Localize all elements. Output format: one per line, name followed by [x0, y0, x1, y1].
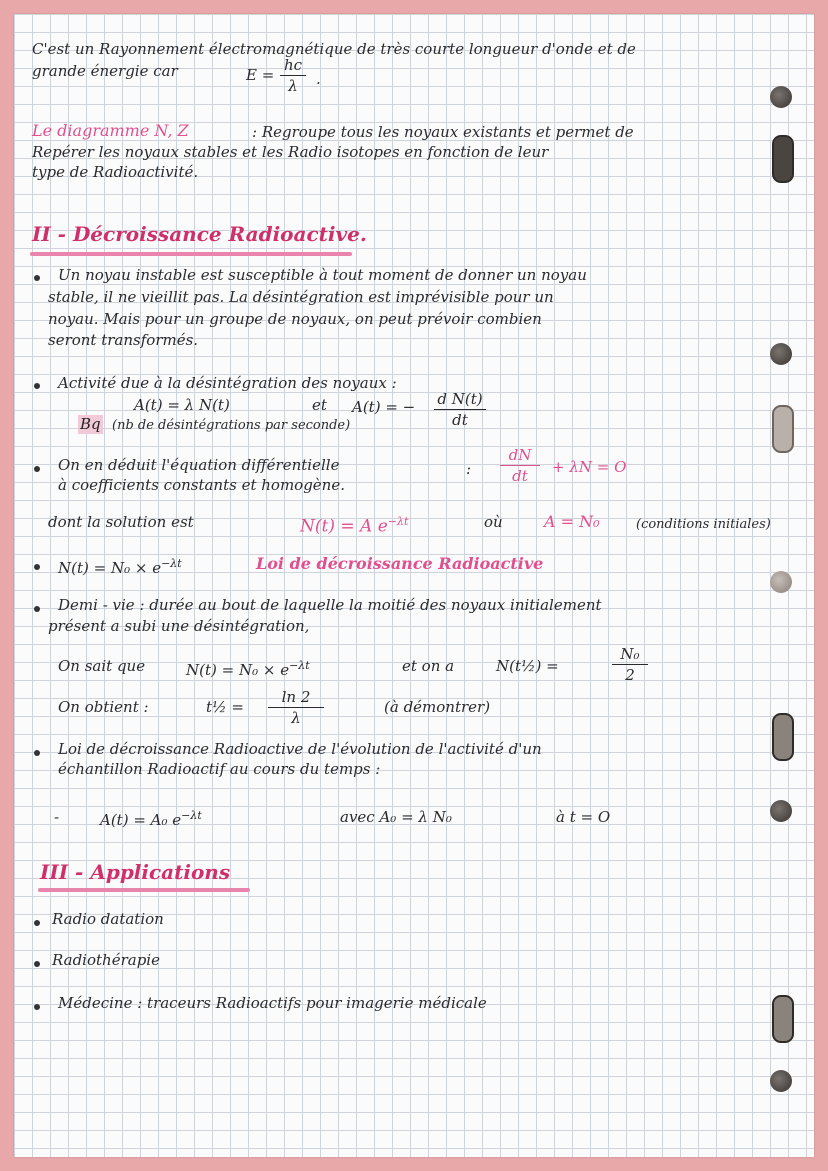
- bullet: [34, 466, 40, 472]
- energy-formula-denominator: λ: [288, 77, 298, 95]
- energy-formula-end: .: [316, 70, 321, 88]
- section-3-underline: [38, 888, 250, 892]
- halflife-obtain-numerator: ln 2: [281, 688, 311, 706]
- para1-line-4: seront transformés.: [48, 331, 199, 349]
- halflife-know: On sait que: [58, 657, 146, 675]
- activity-eq-2-fraction: [434, 390, 486, 429]
- activity-law-with: avec A₀ = λ N₀: [340, 808, 452, 826]
- diagram-line-3: type de Radioactivité.: [32, 163, 199, 181]
- binder-hole: [770, 343, 792, 365]
- bullet: [34, 275, 40, 281]
- binder-hole: [770, 571, 792, 593]
- differential-rest: + λN = O: [552, 458, 627, 476]
- binder-slot: [772, 405, 794, 453]
- activity-unit-note: (nb de désintégrations par seconde): [112, 418, 351, 433]
- section-2-underline: [30, 252, 352, 256]
- intro-line-1: C'est un Rayonnement électromagnétique de très courte longueur d'onde et de: [32, 40, 636, 58]
- application-item: Radio datation: [52, 910, 164, 928]
- initial-condition: A = N₀: [544, 512, 600, 531]
- halflife-line-2: présent a subi une désintégration,: [48, 617, 310, 635]
- section-3-number: III -: [40, 860, 84, 884]
- bullet: [34, 383, 40, 389]
- activity-law-at: à t = O: [556, 808, 611, 826]
- para1-line-3: noyau. Mais pour un groupe de noyaux, on peut prévoir combien: [48, 310, 542, 328]
- halflife-and-numerator: N₀: [620, 645, 640, 663]
- halflife-prove: (à démontrer): [384, 698, 491, 716]
- bullet: [34, 606, 40, 612]
- bullet: [34, 1004, 40, 1010]
- energy-formula-fraction: [280, 56, 306, 95]
- activity-law-eq: [100, 806, 202, 830]
- halflife-obtain-fraction: [268, 688, 324, 727]
- diagram-line-2: Repérer les noyaux stables et les Radio isotopes en fonction de leur: [32, 143, 549, 161]
- activity-unit: Bq: [80, 415, 101, 433]
- activity-law-dash: -: [54, 808, 60, 826]
- halflife-obtain-eq: t½ =: [206, 698, 244, 716]
- binder-slot: [772, 713, 794, 761]
- activity-law-line-2: échantillon Radioactif au cours du temps :: [58, 760, 381, 778]
- activity-law-base: A(t) = A₀ e: [100, 811, 182, 829]
- energy-formula-lhs: E =: [246, 66, 275, 84]
- solution-label: dont la solution est: [48, 513, 194, 531]
- notebook-page: [14, 14, 814, 1157]
- binder-hole: [770, 800, 792, 822]
- activity-law-line-1: Loi de décroissance Radioactive de l'évolution de l'activité d'un: [58, 740, 542, 758]
- section-2-title: Décroissance Radioactive.: [72, 222, 367, 246]
- solution-base: N(t) = A e: [300, 516, 388, 537]
- differential-numerator: dN: [508, 446, 532, 464]
- solution-formula: [300, 512, 408, 537]
- bullet: [34, 564, 40, 570]
- initial-condition-note: (conditions initiales): [636, 517, 771, 532]
- differential-fraction: [500, 446, 540, 485]
- activity-label: Activité due à la désintégration des noyaux :: [58, 374, 397, 392]
- para1-line-2: stable, il ne vieillit pas. La désintégration est imprévisible pour un: [48, 288, 554, 306]
- decay-law-formula: [58, 554, 182, 578]
- halflife-line-1: Demi - vie : durée au bout de laquelle la moitié des noyaux initialement: [58, 596, 602, 614]
- halflife-know-eq: [186, 656, 310, 680]
- halflife-and-eq: N(t½) =: [496, 657, 559, 675]
- differential-line-1: On en déduit l'équation différentielle: [58, 456, 340, 474]
- activity-law-exponent: −λt: [181, 809, 202, 822]
- halflife-and-fraction: [612, 645, 648, 684]
- activity-eq-2-denominator: dt: [452, 411, 468, 429]
- solution-exponent: −λt: [387, 515, 409, 528]
- bullet: [34, 750, 40, 756]
- binder-hole: [770, 86, 792, 108]
- application-item: Médecine : traceurs Radioactifs pour imagerie médicale: [58, 994, 487, 1012]
- decay-law-title: Loi de décroissance Radioactive: [256, 554, 544, 573]
- section-3-heading: [40, 860, 230, 884]
- section-2-heading: [32, 222, 367, 246]
- bullet: [34, 961, 40, 967]
- bullet: [34, 920, 40, 926]
- activity-eq-1: A(t) = λ N(t): [134, 396, 230, 414]
- halflife-obtain-denominator: λ: [291, 709, 301, 727]
- para1-line-1: Un noyau instable est susceptible à tout moment de donner un noyau: [58, 266, 587, 284]
- intro-line-2: grande énergie car: [32, 62, 178, 80]
- differential-line-2: à coefficients constants et homogène.: [58, 476, 345, 494]
- activity-eq-2-lhs: A(t) = −: [352, 398, 416, 416]
- binder-slot: [772, 135, 794, 183]
- binder-hole: [770, 1070, 792, 1092]
- energy-formula-numerator: hc: [283, 56, 303, 74]
- activity-eq-2-numerator: d N(t): [437, 390, 483, 408]
- halflife-know-exponent: −λt: [289, 659, 310, 672]
- binder-slot: [772, 995, 794, 1043]
- solution-where: où: [484, 513, 503, 531]
- application-item: Radiothérapie: [52, 951, 160, 969]
- halflife-and: et on a: [402, 657, 455, 675]
- diagram-title: Le diagramme N, Z: [32, 121, 189, 140]
- differential-colon: :: [466, 460, 472, 478]
- decay-law-base: N(t) = N₀ × e: [58, 559, 162, 577]
- activity-et: et: [312, 396, 327, 414]
- decay-law-exponent: −λt: [161, 557, 182, 570]
- diagram-line-1: : Regroupe tous les noyaux existants et permet de: [252, 123, 634, 141]
- section-2-number: II -: [32, 222, 66, 246]
- halflife-know-base: N(t) = N₀ × e: [186, 661, 290, 679]
- differential-denominator: dt: [512, 467, 528, 485]
- section-3-title: Applications: [90, 860, 231, 884]
- halflife-obtain: On obtient :: [58, 698, 149, 716]
- halflife-and-denominator: 2: [625, 666, 635, 684]
